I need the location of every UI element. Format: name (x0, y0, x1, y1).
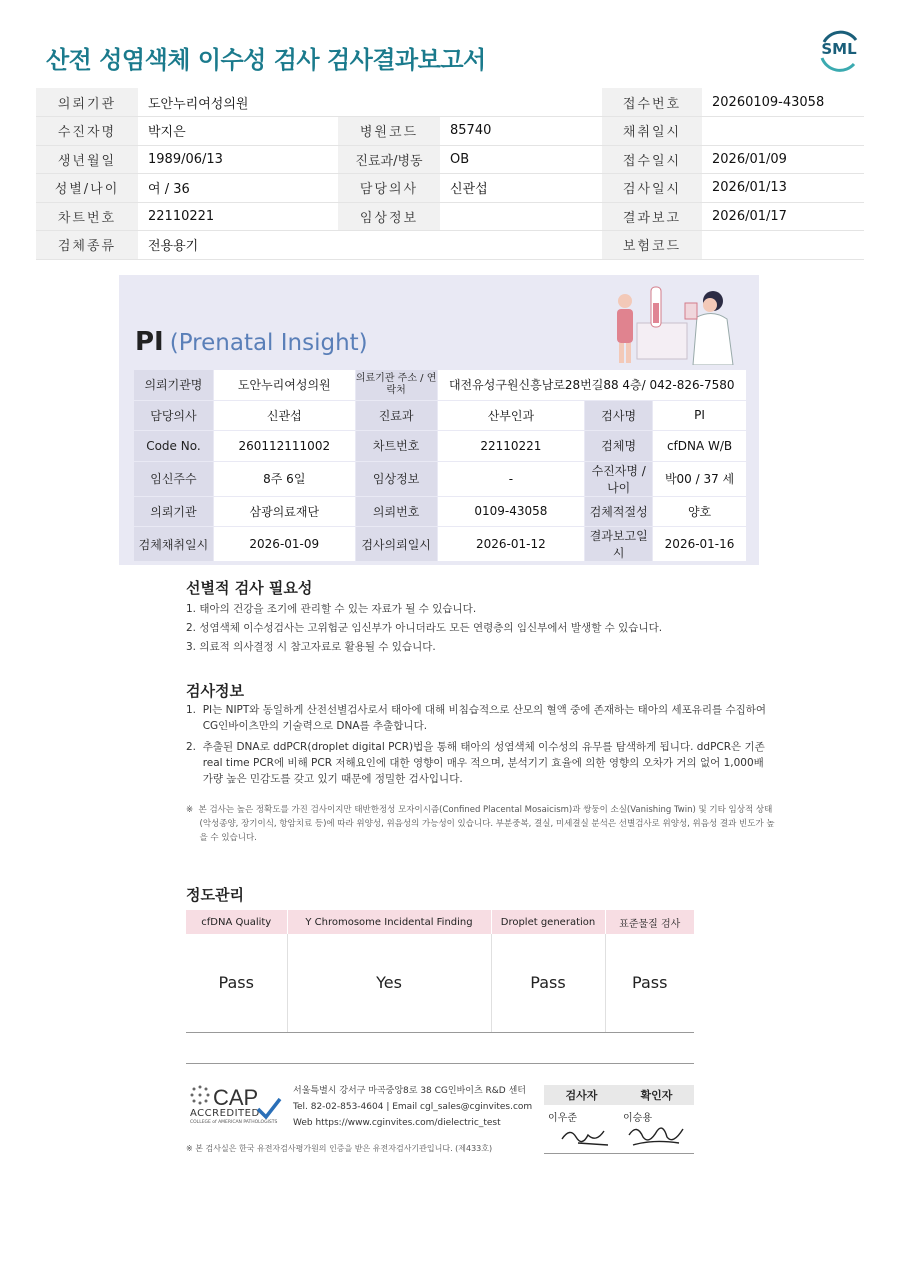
info-label (338, 231, 440, 260)
card-label: 결과보고일시 (585, 527, 653, 562)
info-value: 2026/01/09 (702, 145, 864, 174)
tester-name: 이우준 (548, 1113, 577, 1124)
info-label: 의뢰기관 (36, 88, 138, 117)
card-value: cfDNA W/B (653, 431, 747, 462)
card-value: PI (653, 400, 747, 431)
info-label: 접수일시 (602, 145, 702, 174)
card-value: 0109-43058 (437, 496, 585, 527)
info-value (440, 88, 602, 117)
info-value: 전용용기 (138, 231, 338, 260)
address-line: Tel. 82-02-853-4604 | Email cgl_sales@cginvites.com (293, 1102, 533, 1112)
qc-header: cfDNA Quality (186, 910, 287, 934)
qc-heading: 정도관리 (186, 886, 244, 904)
logo-text: SML (821, 40, 857, 58)
info-label: 병원코드 (338, 117, 440, 146)
approver-signature-icon (623, 1119, 689, 1149)
card-value: 2026-01-09 (213, 527, 355, 562)
info-label: 차트번호 (36, 202, 138, 231)
qc-value: Pass (186, 934, 287, 1032)
card-value: 박00 / 37 세 (653, 461, 747, 496)
qc-header: Y Chromosome Incidental Finding (287, 910, 491, 934)
certification-note: ※ 본 검사실은 한국 유전자검사평가원의 인증을 받은 유전자검사기관입니다. (제433호) (186, 1144, 493, 1153)
card-value: 2026-01-16 (653, 527, 747, 562)
test-info-line: 1. PI는 NIPT와 동일하게 산전선별검사로서 태아에 대해 비침습적으로 산모의 혈액 중에 존재하는 태아의 세포유리를 수집하여 (186, 704, 767, 716)
sml-logo (816, 28, 862, 74)
info-label: 수진자명 (36, 117, 138, 146)
info-value: 신관섭 (440, 174, 602, 203)
info-label: 보험코드 (602, 231, 702, 260)
card-value: 신관섭 (213, 400, 355, 431)
test-info-line: CG인바이츠만의 기술력으로 DNA를 추출합니다. (186, 720, 428, 732)
pi-info-table (133, 369, 747, 562)
qc-table (186, 910, 694, 1033)
tester-signature-icon (558, 1121, 618, 1149)
address-line: 서울특별시 강서구 마곡중앙8로 38 CG인바이츠 R&D 센터 (293, 1086, 526, 1096)
address-line: Web https://www.cginvites.com/dielectric_test (293, 1118, 501, 1128)
need-heading: 선별적 검사 필요성 (186, 579, 313, 597)
cap-dots-icon (188, 1083, 212, 1107)
need-item: 2. 성염색체 이수성검사는 고위험군 임신부가 아니더라도 모든 연령층의 임신부에서 발생할 수 있습니다. (186, 622, 663, 634)
info-value: 박지은 (138, 117, 338, 146)
card-value: 양호 (653, 496, 747, 527)
info-value (440, 231, 602, 260)
note-line: (악성종양, 장기이식, 항암치료 등)에 따라 위양성, 위음성의 가능성이 있습니다. 부분중복, 결실, 미세결실 분석은 선별검사로 위양성, 위음성 결과 빈도가 높 (186, 819, 775, 829)
doctor-illustration-icon (609, 283, 739, 365)
need-item: 3. 의료적 의사결정 시 참고자료로 활용될 수 있습니다. (186, 641, 436, 653)
info-value (702, 231, 864, 260)
card-value: 22110221 (437, 431, 585, 462)
info-value: 1989/06/13 (138, 145, 338, 174)
pi-title: PI (Prenatal Insight) (135, 327, 368, 357)
card-label: 검사의뢰일시 (355, 527, 437, 562)
approver-header: 확인자 (619, 1085, 694, 1105)
card-label: 의뢰기관명 (134, 370, 214, 401)
test-info-line: 2. 추출된 DNA로 ddPCR(droplet digital PCR)법을 통해 태아의 성염색체 이수성의 유무를 탐색하게 됩니다. ddPCR은 기존 (186, 741, 765, 753)
info-label: 성별/나이 (36, 174, 138, 203)
tester-header: 검사자 (544, 1085, 619, 1105)
info-label: 검체종류 (36, 231, 138, 260)
note-line: ※ 본 검사는 높은 정확도를 가진 검사이지만 태반한정성 모자이시즘(Confined Placental Mosaicism)과 쌍둥이 소실(Vanishing Twin) 및 기타 임상적 상태 (186, 805, 773, 815)
info-label: 진료과/병동 (338, 145, 440, 174)
info-value: 2026/01/17 (702, 202, 864, 231)
card-label: 의료기관 주소 / 연락처 (355, 370, 437, 401)
card-label: 검체적절성 (585, 496, 653, 527)
info-value: 22110221 (138, 202, 338, 231)
test-info-heading: 검사정보 (186, 682, 244, 700)
card-label: 의뢰번호 (355, 496, 437, 527)
test-info-line: 가량 높은 민감도를 갖고 있기 때문에 정밀한 검사입니다. (186, 773, 463, 785)
info-value: OB (440, 145, 602, 174)
info-label: 생년월일 (36, 145, 138, 174)
need-item: 1. 태아의 건강을 조기에 관리할 수 있는 자료가 될 수 있습니다. (186, 603, 477, 615)
info-value: 85740 (440, 117, 602, 146)
signature-table (544, 1085, 694, 1154)
card-label: 진료과 (355, 400, 437, 431)
card-value: 산부인과 (437, 400, 585, 431)
qc-value: Pass (491, 934, 605, 1032)
qc-header: Droplet generation (491, 910, 605, 934)
card-label: 검사명 (585, 400, 653, 431)
checkmark-icon (256, 1097, 282, 1119)
approver-name: 이승용 (623, 1113, 652, 1124)
card-value: 2026-01-12 (437, 527, 585, 562)
info-value (702, 117, 864, 146)
card-label: Code No. (134, 431, 214, 462)
card-value: 대전유성구원신흥남로28번길88 4층/ 042-826-7580 (437, 370, 746, 401)
card-value: 삼광의료재단 (213, 496, 355, 527)
note-line: 을 수 있습니다. (186, 833, 257, 843)
card-value: 8주 6일 (213, 461, 355, 496)
card-label: 담당의사 (134, 400, 214, 431)
info-label: 검사일시 (602, 174, 702, 203)
card-value: - (437, 461, 585, 496)
info-value (440, 202, 602, 231)
report-title: 산전 성염색체 이수성 검사 검사결과보고서 (46, 46, 486, 74)
info-value: 2026/01/13 (702, 174, 864, 203)
card-label: 임신주수 (134, 461, 214, 496)
pi-report-card (119, 275, 759, 565)
info-label: 임상정보 (338, 202, 440, 231)
card-label: 검체명 (585, 431, 653, 462)
card-label: 검체채취일시 (134, 527, 214, 562)
info-label (338, 88, 440, 117)
lab-address (293, 1083, 532, 1131)
card-label: 차트번호 (355, 431, 437, 462)
qc-value: Yes (287, 934, 491, 1032)
info-value: 여 / 36 (138, 174, 338, 203)
info-value: 도안누리여성의원 (138, 88, 338, 117)
patient-info-table (36, 88, 864, 260)
disclaimer-note (186, 803, 775, 845)
info-label: 접수번호 (602, 88, 702, 117)
test-info-line: real time PCR에 비해 PCR 저해요인에 대한 영향이 매우 적으며, 분석기기 효율에 의한 영향의 오차가 거의 없어 1,000배 (186, 757, 764, 769)
qc-value: Pass (605, 934, 694, 1032)
card-value: 260112111002 (213, 431, 355, 462)
info-label: 결과보고 (602, 202, 702, 231)
card-value: 도안누리여성의원 (213, 370, 355, 401)
qc-header: 표준물질 검사 (605, 910, 694, 934)
card-label: 수진자명 / 나이 (585, 461, 653, 496)
info-value: 20260109-43058 (702, 88, 864, 117)
info-label: 담당의사 (338, 174, 440, 203)
card-label: 의뢰기관 (134, 496, 214, 527)
cap-accredited-logo: CAP ACCREDITED COLLEGE of AMERICAN PATHOLOGISTS (188, 1083, 284, 1129)
info-label: 채취일시 (602, 117, 702, 146)
card-label: 임상정보 (355, 461, 437, 496)
divider (186, 1063, 694, 1064)
